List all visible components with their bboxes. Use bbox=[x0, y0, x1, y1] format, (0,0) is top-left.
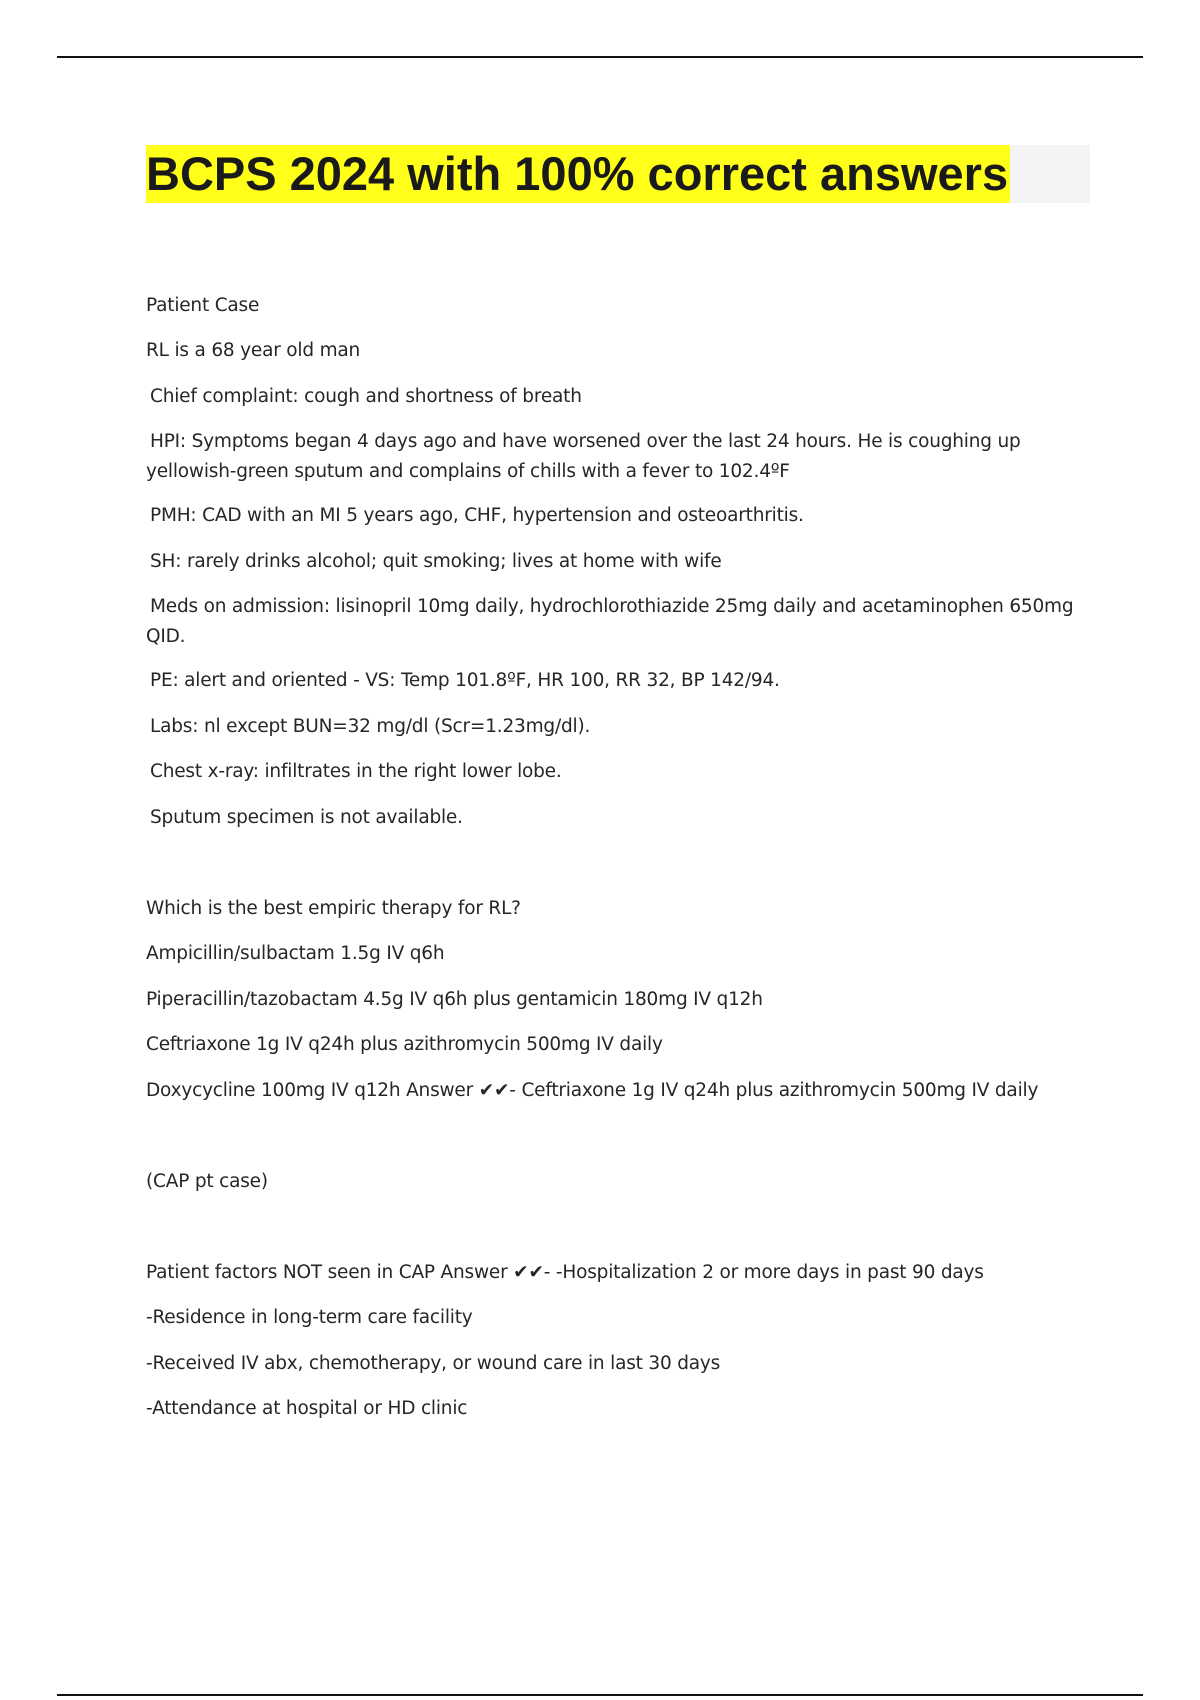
case-heading: Patient Case bbox=[146, 295, 260, 316]
hpi-line-1: HPI: Symptoms began 4 days ago and have worsened over the last 24 hours. He is coughing up bbox=[150, 431, 1021, 452]
document-title: BCPS 2024 with 100% correct answers bbox=[146, 145, 1010, 203]
pmh: PMH: CAD with an MI 5 years ago, CHF, hypertension and osteoarthritis. bbox=[150, 505, 804, 526]
cap-case-note: (CAP pt case) bbox=[146, 1171, 268, 1192]
option-b: Piperacillin/tazobactam 4.5g IV q6h plus gentamicin 180mg IV q12h bbox=[146, 989, 763, 1010]
social-history: SH: rarely drinks alcohol; quit smoking; lives at home with wife bbox=[150, 551, 722, 572]
meds-line-2: QID. bbox=[146, 626, 186, 647]
title-block bbox=[146, 145, 1090, 203]
hpi-line-2: yellowish-green sputum and complains of chills with a fever to 102.4ºF bbox=[146, 461, 790, 482]
sputum-note: Sputum specimen is not available. bbox=[150, 807, 463, 828]
option-d-answer: Doxycycline 100mg IV q12h Answer ✔✔- Ceftriaxone 1g IV q24h plus azithromycin 500mg IV daily bbox=[146, 1080, 1039, 1101]
factor-iv-therapy: -Received IV abx, chemotherapy, or wound care in last 30 days bbox=[146, 1353, 721, 1374]
chief-complaint: Chief complaint: cough and shortness of breath bbox=[150, 386, 582, 407]
factor-attendance: -Attendance at hospital or HD clinic bbox=[146, 1398, 468, 1419]
cap-factors-answer: Patient factors NOT seen in CAP Answer ✔✔- -Hospitalization 2 or more days in past 90 days bbox=[146, 1262, 984, 1283]
option-a: Ampicillin/sulbactam 1.5g IV q6h bbox=[146, 943, 445, 964]
meds-line-1: Meds on admission: lisinopril 10mg daily, hydrochlorothiazide 25mg daily and acetaminophen 650mg bbox=[150, 596, 1074, 617]
patient-intro: RL is a 68 year old man bbox=[146, 340, 361, 361]
top-rule bbox=[57, 56, 1143, 58]
question: Which is the best empiric therapy for RL? bbox=[146, 898, 521, 919]
factor-residence: -Residence in long-term care facility bbox=[146, 1307, 473, 1328]
physical-exam: PE: alert and oriented - VS: Temp 101.8ºF, HR 100, RR 32, BP 142/94. bbox=[150, 670, 780, 691]
chest-xray: Chest x-ray: infiltrates in the right lower lobe. bbox=[150, 761, 562, 782]
labs: Labs: nl except BUN=32 mg/dl (Scr=1.23mg/dl). bbox=[150, 716, 591, 737]
option-c: Ceftriaxone 1g IV q24h plus azithromycin 500mg IV daily bbox=[146, 1034, 663, 1055]
bottom-rule bbox=[57, 1694, 1143, 1696]
